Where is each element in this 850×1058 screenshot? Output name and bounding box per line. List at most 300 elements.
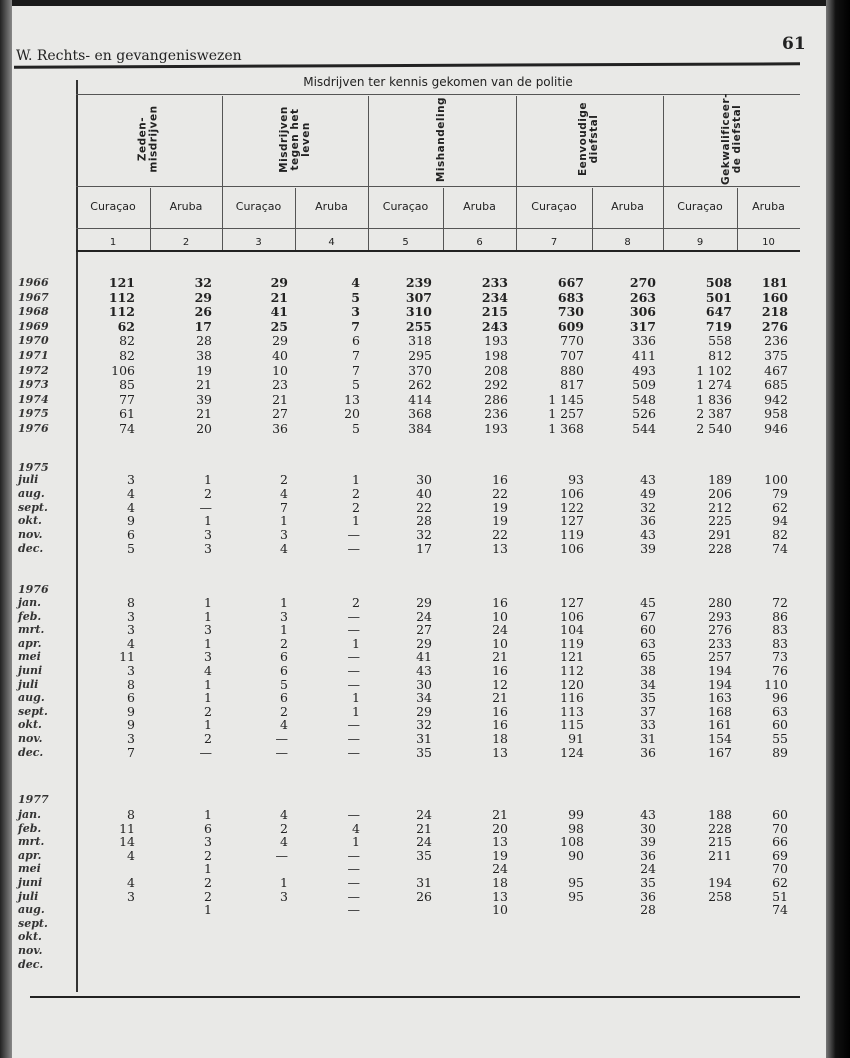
table-cell: 3	[204, 649, 212, 665]
table-cell: 1	[204, 717, 212, 733]
table-cell: 32	[640, 499, 656, 515]
table-cell: 4	[280, 807, 288, 822]
table-cell: 233	[708, 635, 732, 651]
row-label: 1973	[18, 378, 49, 392]
table-cell: 2	[352, 595, 360, 610]
table-cell: 942	[764, 391, 788, 407]
table-cell: 36	[640, 744, 656, 760]
table-cell: 1	[352, 472, 360, 487]
table-cell: 4	[351, 275, 360, 290]
row-label: 1969	[18, 319, 49, 333]
table-cell: 29	[416, 635, 432, 651]
table-cell: 62	[772, 499, 788, 515]
table-cell: 3	[127, 731, 135, 746]
table-cell: 28	[416, 513, 432, 529]
table-cell: 368	[408, 406, 432, 422]
row-label: juli	[18, 473, 39, 486]
table-cell: —	[347, 663, 360, 678]
table-cell: 28	[196, 333, 212, 349]
table-cell: 544	[632, 421, 656, 436]
table-cell: 167	[708, 744, 732, 760]
table-cell: —	[347, 875, 360, 890]
table-cell: 295	[408, 348, 432, 363]
row-label: okt.	[18, 930, 42, 944]
table-cell: 10	[492, 902, 508, 918]
row-label: 1967	[18, 290, 49, 304]
table-cell: 10	[272, 362, 288, 378]
table-cell: 36	[272, 421, 288, 436]
table-cell: 26	[416, 888, 432, 904]
row-label: 1971	[18, 349, 49, 362]
table-cell: 683	[557, 289, 584, 305]
table-cell: 24	[416, 807, 432, 822]
column-number: 5	[402, 237, 409, 248]
table-cell: 8	[127, 807, 135, 822]
table-cell: 4	[127, 485, 135, 501]
table-cell: —	[347, 731, 360, 746]
table-cell: 11	[119, 649, 135, 665]
row-label: 1975	[18, 407, 49, 421]
table-cell: 100	[764, 472, 788, 487]
table-cell: 16	[492, 703, 508, 719]
table-cell: 36	[640, 888, 656, 904]
table-cell: 18	[492, 731, 508, 746]
table-cell: 5	[280, 676, 288, 692]
table-cell: 1	[280, 622, 288, 638]
table-cell: 812	[708, 348, 732, 363]
row-label: 1976	[18, 422, 49, 435]
table-cell: 10	[492, 635, 508, 651]
table-cell: 509	[632, 377, 656, 393]
table-cell: 4	[127, 847, 135, 863]
table-cell: 501	[705, 289, 732, 305]
table-cell: 1	[204, 902, 212, 918]
table-cell: 13	[492, 744, 508, 760]
table-cell: 508	[705, 275, 732, 290]
table-cell: 41	[270, 304, 288, 320]
table-cell: 31	[416, 875, 432, 890]
table-cell: 1	[204, 608, 212, 624]
row-label: apr.	[18, 848, 42, 862]
table-cell: 163	[708, 690, 732, 706]
column-number: 10	[762, 237, 775, 248]
table-cell: 93	[568, 472, 584, 487]
table-cell: 21	[492, 807, 508, 822]
table-cell: —	[275, 731, 288, 746]
table-cell: 26	[194, 304, 212, 320]
table-cell: 45	[640, 595, 656, 610]
table-cell: —	[347, 888, 360, 904]
table-cell: 39	[640, 541, 656, 556]
table-cell: —	[347, 847, 360, 863]
row-label: 1974	[18, 392, 49, 406]
table-cell: 3	[204, 834, 212, 850]
table-cell: 99	[568, 807, 584, 822]
row-label: nov.	[18, 528, 43, 542]
table-cell: 16	[492, 663, 508, 678]
table-cell: 6	[204, 820, 212, 836]
table-cell: 6	[352, 333, 360, 349]
table-cell: 286	[484, 391, 508, 407]
table-cell: 6	[280, 663, 288, 678]
table-cell: —	[347, 527, 360, 543]
table-cell: 317	[629, 318, 656, 334]
row-label: juli	[18, 889, 39, 903]
island-header: Curaçao	[235, 200, 282, 213]
table-cell: 16	[492, 472, 508, 487]
table-cell: 33	[640, 717, 656, 733]
table-cell: 1 145	[548, 391, 584, 407]
table-cell: 72	[772, 595, 788, 610]
table-cell: 21	[492, 690, 508, 706]
table-cell: 1	[352, 834, 360, 850]
table-cell: 112	[560, 663, 584, 678]
table-cell: 63	[772, 703, 788, 719]
table-cell: 21	[416, 820, 432, 836]
table-cell: 1	[352, 703, 360, 719]
table-cell: 106	[560, 485, 584, 501]
table-cell: 43	[416, 663, 432, 678]
row-label: sept.	[18, 704, 48, 718]
category-label: Eenvoudige diefstal	[577, 101, 601, 177]
table-cell: 73	[772, 649, 788, 665]
table-cell: 14	[119, 834, 135, 850]
table-cell: 9	[127, 717, 135, 733]
table-cell: 16	[492, 717, 508, 733]
table-cell: —	[347, 902, 360, 918]
table-cell: 188	[708, 807, 732, 822]
table-cell: 1	[204, 513, 212, 529]
table-cell: 161	[708, 717, 732, 733]
table-cell: 3	[204, 541, 212, 556]
table-cell: 82	[119, 333, 135, 349]
table-cell: 6	[280, 690, 288, 706]
table-cell: 13	[492, 888, 508, 904]
table-cell: —	[347, 717, 360, 733]
table-cell: 375	[764, 348, 788, 363]
table-cell: 127	[560, 595, 584, 610]
table-cell: 384	[408, 421, 432, 436]
table-cell: 7	[127, 744, 135, 760]
table-cell: 62	[772, 875, 788, 890]
table-cell: 91	[568, 731, 584, 746]
row-label: aug.	[18, 691, 45, 705]
table-cell: 38	[640, 663, 656, 678]
table-cell: 2	[280, 820, 288, 836]
table-cell: 263	[629, 289, 656, 305]
table-cell: 1 274	[696, 377, 732, 393]
table-cell: —	[347, 807, 360, 822]
table-cell: 22	[492, 527, 508, 543]
table-cell: 493	[632, 362, 656, 378]
table-cell: 20	[196, 421, 212, 436]
table-cell: 35	[640, 690, 656, 706]
table-cell: 116	[560, 690, 584, 706]
table-cell: 76	[772, 663, 788, 678]
table-cell: 12	[492, 676, 508, 692]
table-cell: 31	[640, 731, 656, 746]
table-cell: 411	[632, 348, 656, 363]
table-cell: 35	[640, 875, 656, 890]
table-cell: 4	[127, 499, 135, 515]
table-cell: 293	[708, 608, 732, 624]
table-cell: 120	[560, 676, 584, 692]
row-label: feb.	[18, 821, 42, 835]
table-cell: 32	[416, 527, 432, 543]
table-cell: 685	[764, 377, 788, 393]
table-cell: 22	[416, 499, 432, 515]
table-cell: 8	[127, 676, 135, 692]
table-cell: 1	[204, 690, 212, 706]
island-header: Aruba	[169, 200, 203, 213]
table-cell: 51	[772, 888, 788, 904]
column-number: 9	[696, 237, 704, 248]
table-cell: 65	[640, 649, 656, 665]
table-cell: 63	[640, 635, 656, 651]
table-cell: 11	[119, 820, 135, 836]
table-cell: 310	[405, 304, 432, 320]
table-cell: 74	[119, 421, 135, 436]
table-cell: 74	[772, 541, 788, 556]
column-number: 6	[476, 237, 483, 248]
table-cell: 13	[492, 541, 508, 556]
island-header: Curaçao	[531, 200, 577, 213]
category-divider	[76, 186, 800, 187]
table-cell: 4	[127, 635, 135, 651]
table-cell: 6	[127, 690, 135, 706]
table-cell: 23	[272, 377, 288, 393]
table-cell: 236	[764, 333, 788, 349]
table-cell: 817	[560, 377, 584, 393]
table-cell: 558	[708, 333, 732, 349]
table-cell: 21	[196, 406, 212, 422]
table-cell: 21	[272, 391, 288, 407]
table-cell: 85	[119, 377, 135, 393]
table-cell: 108	[560, 834, 584, 850]
table-cell: 34	[640, 676, 656, 692]
table-cell: 19	[492, 513, 508, 529]
table-cell: 228	[708, 541, 732, 556]
bottom-rule	[30, 996, 800, 998]
table-cell: 86	[772, 608, 788, 624]
table-cell: 3	[204, 622, 212, 638]
table-cell: 22	[492, 485, 508, 501]
table-cell: 239	[405, 275, 432, 290]
table-cell: 30	[416, 676, 432, 692]
table-cell: 526	[632, 406, 656, 422]
table-cell: 4	[352, 820, 360, 836]
table-cell: 194	[708, 875, 732, 890]
table-cell: 2	[352, 499, 360, 515]
column-number: 8	[624, 237, 631, 248]
table-cell: 113	[560, 703, 584, 719]
table-cell: 7	[280, 499, 288, 515]
table-cell: 17	[194, 318, 212, 334]
table-cell: 215	[481, 304, 508, 320]
table-cell: 24	[416, 608, 432, 624]
table-cell: 60	[772, 807, 788, 822]
table-cell: 1	[280, 513, 288, 529]
category-header	[368, 96, 516, 182]
table-cell: 19	[492, 499, 508, 515]
table-cell: 21	[270, 289, 288, 305]
page-right-edge	[826, 0, 850, 1058]
row-label: juli	[18, 677, 39, 691]
table-cell: 2	[204, 875, 212, 890]
table-cell: 35	[416, 847, 432, 863]
table-cell: 20	[344, 406, 360, 422]
table-cell: 27	[416, 622, 432, 638]
table-cell: 1	[352, 513, 360, 529]
table-cell: 61	[119, 406, 135, 422]
table-cell: 39	[640, 834, 656, 850]
table-cell: 208	[484, 362, 508, 378]
table-cell: 2	[204, 847, 212, 863]
table-cell: 13	[344, 391, 360, 407]
table-cell: 70	[772, 820, 788, 836]
table-cell: 7	[351, 318, 360, 334]
table-cell: 4	[204, 663, 212, 678]
table-cell: 212	[708, 499, 732, 515]
table-cell: 106	[560, 608, 584, 624]
island-header: Aruba	[315, 200, 348, 213]
table-cell: 17	[416, 541, 432, 556]
table-cell: 1 368	[548, 421, 584, 436]
table-cell: 730	[557, 304, 584, 320]
table-cell: 257	[708, 649, 732, 665]
row-label: aug.	[18, 486, 45, 500]
table-cell: 467	[764, 362, 788, 378]
category-header	[516, 96, 663, 182]
table-cell: 270	[629, 275, 656, 290]
category-label: Zeden- misdrijven	[137, 105, 160, 173]
table-cell: 719	[705, 318, 732, 334]
table-cell: 770	[560, 333, 584, 349]
island-header: Aruba	[752, 200, 785, 213]
table-cell: 77	[119, 391, 135, 407]
table-cell: 24	[492, 622, 508, 638]
category-label: Gekwalificeer- de diefstal	[719, 93, 743, 185]
table-cell: 55	[772, 731, 788, 746]
row-label: sept.	[18, 500, 48, 514]
table-cell: 3	[127, 622, 135, 638]
column-number: 1	[109, 237, 117, 248]
table-cell: 119	[560, 527, 584, 543]
table-cell: 3	[280, 608, 288, 624]
table-cell: 82	[119, 348, 135, 363]
table-cell: 95	[568, 888, 584, 904]
column-number: 7	[550, 237, 558, 248]
table-cell: 40	[416, 485, 432, 501]
table-cell: 83	[772, 635, 788, 651]
table-cell: 880	[560, 362, 584, 378]
book-spine-edge	[0, 0, 12, 1058]
table-cell: 115	[560, 717, 584, 733]
table-cell: 1 102	[696, 362, 732, 378]
table-cell: 49	[640, 485, 656, 501]
row-label: juni	[18, 664, 43, 677]
row-label: sept.	[18, 916, 48, 930]
table-cell: 262	[408, 377, 432, 393]
table-cell: 43	[640, 807, 656, 822]
running-title: W. Rechts- en gevangeniswezen	[16, 48, 242, 64]
table-cell: 4	[280, 541, 288, 556]
row-label: 1966	[18, 276, 49, 289]
category-header	[663, 93, 800, 185]
table-cell: 958	[764, 406, 788, 422]
table-cell: 1	[352, 690, 360, 706]
section-year-heading: 1976	[18, 583, 49, 596]
table-cell: 318	[408, 333, 432, 349]
row-label: mei	[18, 650, 41, 664]
table-cell: 280	[708, 595, 732, 610]
table-cell: 225	[708, 513, 732, 529]
table-cell: 13	[492, 834, 508, 850]
table-cell: 29	[416, 595, 432, 610]
table-cell: 18	[492, 875, 508, 890]
table-cell: 1	[204, 676, 212, 692]
table-cell: 24	[640, 861, 656, 877]
table-cell: 5	[351, 289, 360, 305]
table-cell: 4	[127, 875, 135, 890]
table-cell: 2	[204, 888, 212, 904]
table-cell: 20	[492, 820, 508, 836]
table-cell: 36	[640, 847, 656, 863]
table-cell: —	[347, 649, 360, 665]
table-cell: 25	[270, 318, 288, 334]
table-cell: 121	[560, 649, 584, 665]
table-cell: 234	[481, 289, 508, 305]
table-cell: 89	[772, 744, 788, 760]
table-cell: 119	[560, 635, 584, 651]
table-cell: 707	[560, 348, 584, 363]
table-cell: 1	[204, 635, 212, 651]
table-cell: 34	[416, 690, 432, 706]
table-cell: 28	[640, 902, 656, 918]
table-cell: 1 836	[696, 391, 732, 407]
table-cell: 2	[352, 485, 360, 501]
table-cell: 2	[204, 485, 212, 501]
table-cell: 3	[127, 608, 135, 624]
table-cell: 69	[772, 847, 788, 863]
row-label: jan.	[18, 808, 41, 821]
table-cell: —	[347, 861, 360, 877]
table-cell: 1 257	[548, 406, 584, 422]
table-cell: 1	[204, 595, 212, 610]
table-cell: 2	[204, 703, 212, 719]
table-cell: 40	[272, 348, 288, 363]
table-cell: —	[199, 744, 212, 760]
table-cell: 6	[280, 649, 288, 665]
table-cell: 5	[127, 541, 135, 556]
table-cell: 193	[484, 333, 508, 349]
table-cell: 7	[352, 348, 360, 363]
category-header	[222, 96, 368, 182]
category-header	[76, 96, 222, 182]
table-cell: 29	[272, 333, 288, 349]
table-cell: 2	[280, 472, 288, 487]
table-cell: 24	[416, 834, 432, 850]
row-label: mei	[18, 862, 41, 876]
table-cell: 29	[416, 703, 432, 719]
table-cell: 291	[708, 527, 732, 543]
table-cell: 9	[127, 513, 135, 529]
table-cell: 258	[708, 888, 732, 904]
table-cell: 215	[708, 834, 732, 850]
table-cell: 95	[568, 875, 584, 890]
table-cell: 647	[705, 304, 732, 320]
table-cell: 306	[629, 304, 656, 320]
